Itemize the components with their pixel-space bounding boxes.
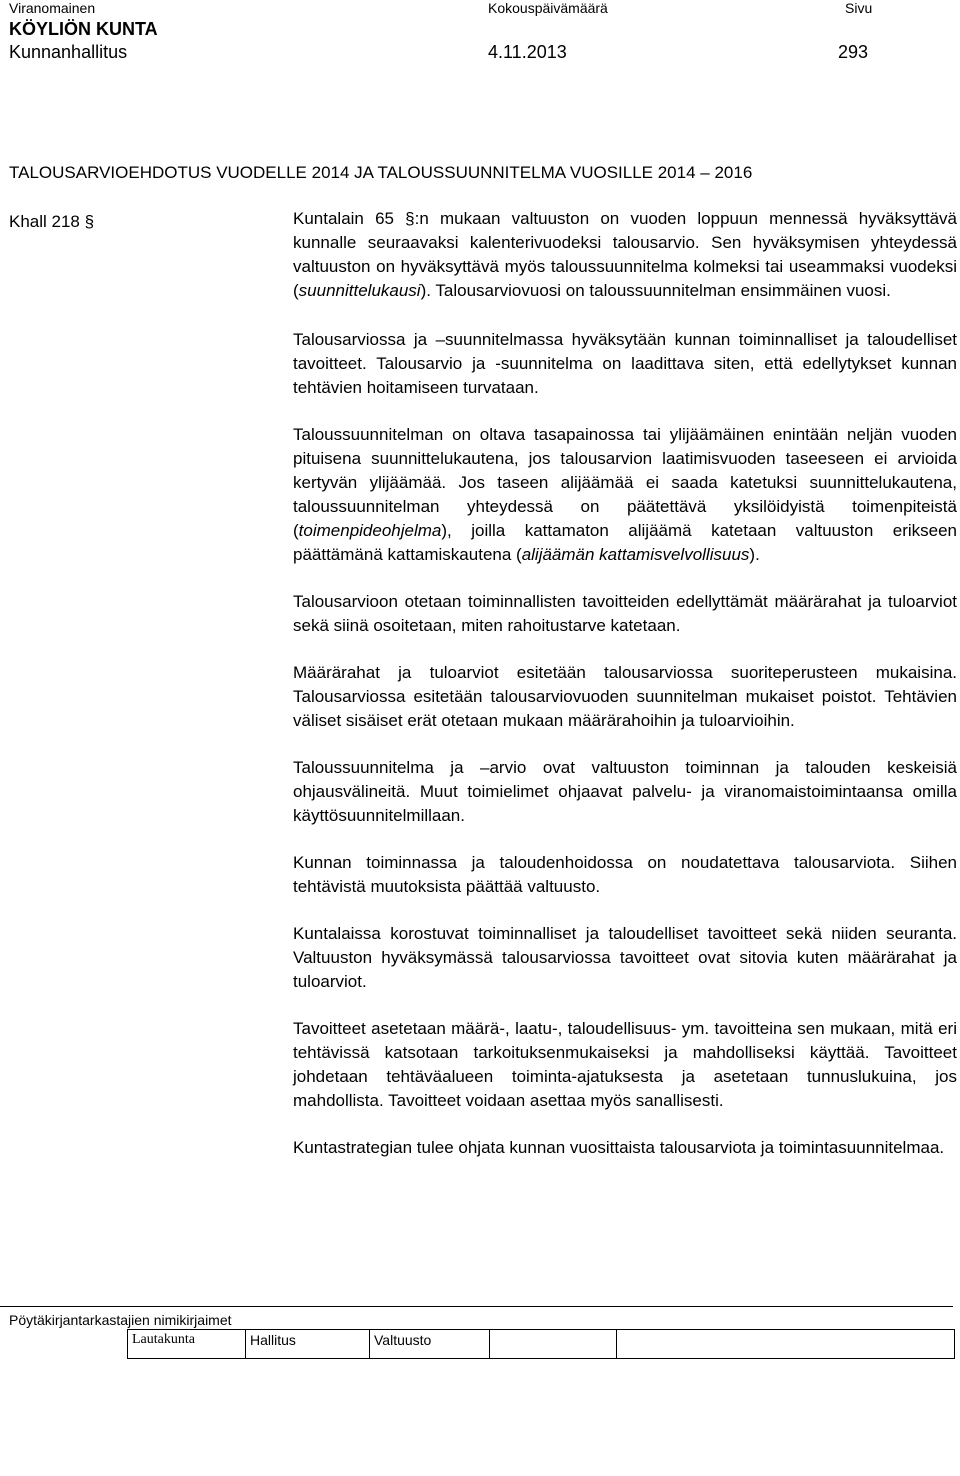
- header-sivu-label: Sivu: [845, 0, 873, 16]
- header-body-name: Kunnanhallitus: [9, 42, 128, 62]
- paragraph-9: Tavoitteet asetetaan määrä-, laatu-, taloudellisuus- ym. tavoitteina sen mukaan, mitä eri tehtävissä katsotaan tarkoituksenmukaiseksi ja mahdolliseksi käyttää. Tavoitteet johdetaan tehtäväalueen toiminta-ajatuksesta ja asetetaan tunnuslukuina, jos mahdollista. Tavoitteet voidaan asettaa myös sanallisesti.: [293, 1019, 957, 1110]
- footer-cell-hallitus: Hallitus: [246, 1330, 370, 1358]
- paragraph-3-text-c: ).: [749, 545, 760, 564]
- header-page-number: 293: [838, 42, 869, 62]
- paragraph-2: Talousarviossa ja –suunnitelmassa hyväksytään kunnan toiminnalliset ja taloudelliset tavoitteet. Talousarvio ja -suunnitelma on laadittava siten, että edellytykset kunnan tehtävien hoitamiseen turvataan.: [293, 330, 957, 397]
- paragraph-1-text-b: ). Talousarviovuosi on taloussuunnitelman ensimmäinen vuosi.: [420, 281, 891, 300]
- document-title: TALOUSARVIOEHDOTUS VUODELLE 2014 JA TALOUSSUUNNITELMA VUOSILLE 2014 – 2016: [9, 163, 753, 182]
- paragraph-3: [293, 423, 957, 567]
- footer-initials-table: [127, 1329, 955, 1359]
- header-viranomainen-label: Viranomainen: [9, 0, 96, 16]
- paragraph-1-emphasis: suunnittelukausi: [298, 281, 421, 300]
- footer-cell-empty: [617, 1330, 954, 1358]
- header-kokouspaivamaara-label: Kokouspäivämäärä: [488, 0, 608, 16]
- document-body: [293, 207, 957, 1183]
- footer-divider: [0, 1306, 953, 1307]
- paragraph-1-text-a: Kuntalain 65 §:n mukaan valtuuston on vuoden loppuun mennessä hyväksyttävä kunnalle seuraavaksi kalenterivuodeksi talousarvio. Sen hyväksymisen yhteydessä valtuuston on hyväksyttävä myös taloussuunnitelma kolmeksi tai useammaksi vuodeksi (: [293, 209, 957, 300]
- footer-cell-lautakunta: Lautakunta: [128, 1330, 246, 1358]
- footer-cell-empty: [490, 1330, 617, 1358]
- paragraph-3-emphasis-2: alijäämän kattamisvelvollisuus: [521, 545, 750, 564]
- header-municipality: KÖYLIÖN KUNTA: [9, 19, 158, 39]
- paragraph-10: Kuntastrategian tulee ohjata kunnan vuosittaista talousarviota ja toimintasuunnitelmaa.: [293, 1138, 945, 1157]
- paragraph-3-emphasis-1: toimenpideohjelma: [298, 521, 442, 540]
- header-meeting-date: 4.11.2013: [488, 42, 567, 62]
- paragraph-5: Määrärahat ja tuloarviot esitetään talousarviossa suoriteperusteen mukaisina. Talousarviossa esitetään talousarviovuoden suunnitelman mukaiset poistot. Tehtävien väliset sisäiset erät otetaan mukaan määrärahoihin ja tuloarvioihin.: [293, 663, 957, 730]
- paragraph-4: Talousarvioon otetaan toiminnallisten tavoitteiden edellyttämät määrärahat ja tuloarviot sekä siinä osoitetaan, miten rahoitustarve katetaan.: [293, 592, 957, 635]
- paragraph-1: [293, 207, 957, 303]
- paragraph-7: Kunnan toiminnassa ja taloudenhoidossa on noudatettava talousarviota. Siihen tehtävistä muutoksista päättää valtuusto.: [293, 853, 957, 896]
- paragraph-8: Kuntalaissa korostuvat toiminnalliset ja taloudelliset tavoitteet sekä niiden seuranta. Valtuuston hyväksymässä talousarviossa tavoitteet ovat sitovia kuten määrärahat ja tuloarviot.: [293, 924, 957, 991]
- footer-title: Pöytäkirjantarkastajien nimikirjaimet: [9, 1312, 232, 1328]
- paragraph-6: Taloussuunnitelma ja –arvio ovat valtuuston toiminnan ja talouden keskeisiä ohjausvälineitä. Muut toimielimet ohjaavat palvelu- ja viranomaistoimintaansa omilla käyttösuunnitelmillaan.: [293, 758, 957, 825]
- section-number: Khall 218 §: [9, 212, 95, 231]
- paragraph-3-text-b: ), joilla kattamaton alijäämä katetaan valtuuston erikseen päättämänä kattamiskautena (: [293, 521, 957, 564]
- paragraph-3-text-a: Taloussuunnitelman on oltava tasapainossa tai ylijäämäinen enintään neljän vuoden pituisena suunnittelukautena, jos talousarvion laatimisvuoden taseeseen ei arvioida kertyvän ylijäämää. Jos taseen alijäämää ei saada katetuksi suunnittelukautena, taloussuunnitelman yhteydessä on päätettävä yksilöidyistä toimenpiteistä (: [293, 425, 957, 540]
- footer-cell-valtuusto: Valtuusto: [370, 1330, 490, 1358]
